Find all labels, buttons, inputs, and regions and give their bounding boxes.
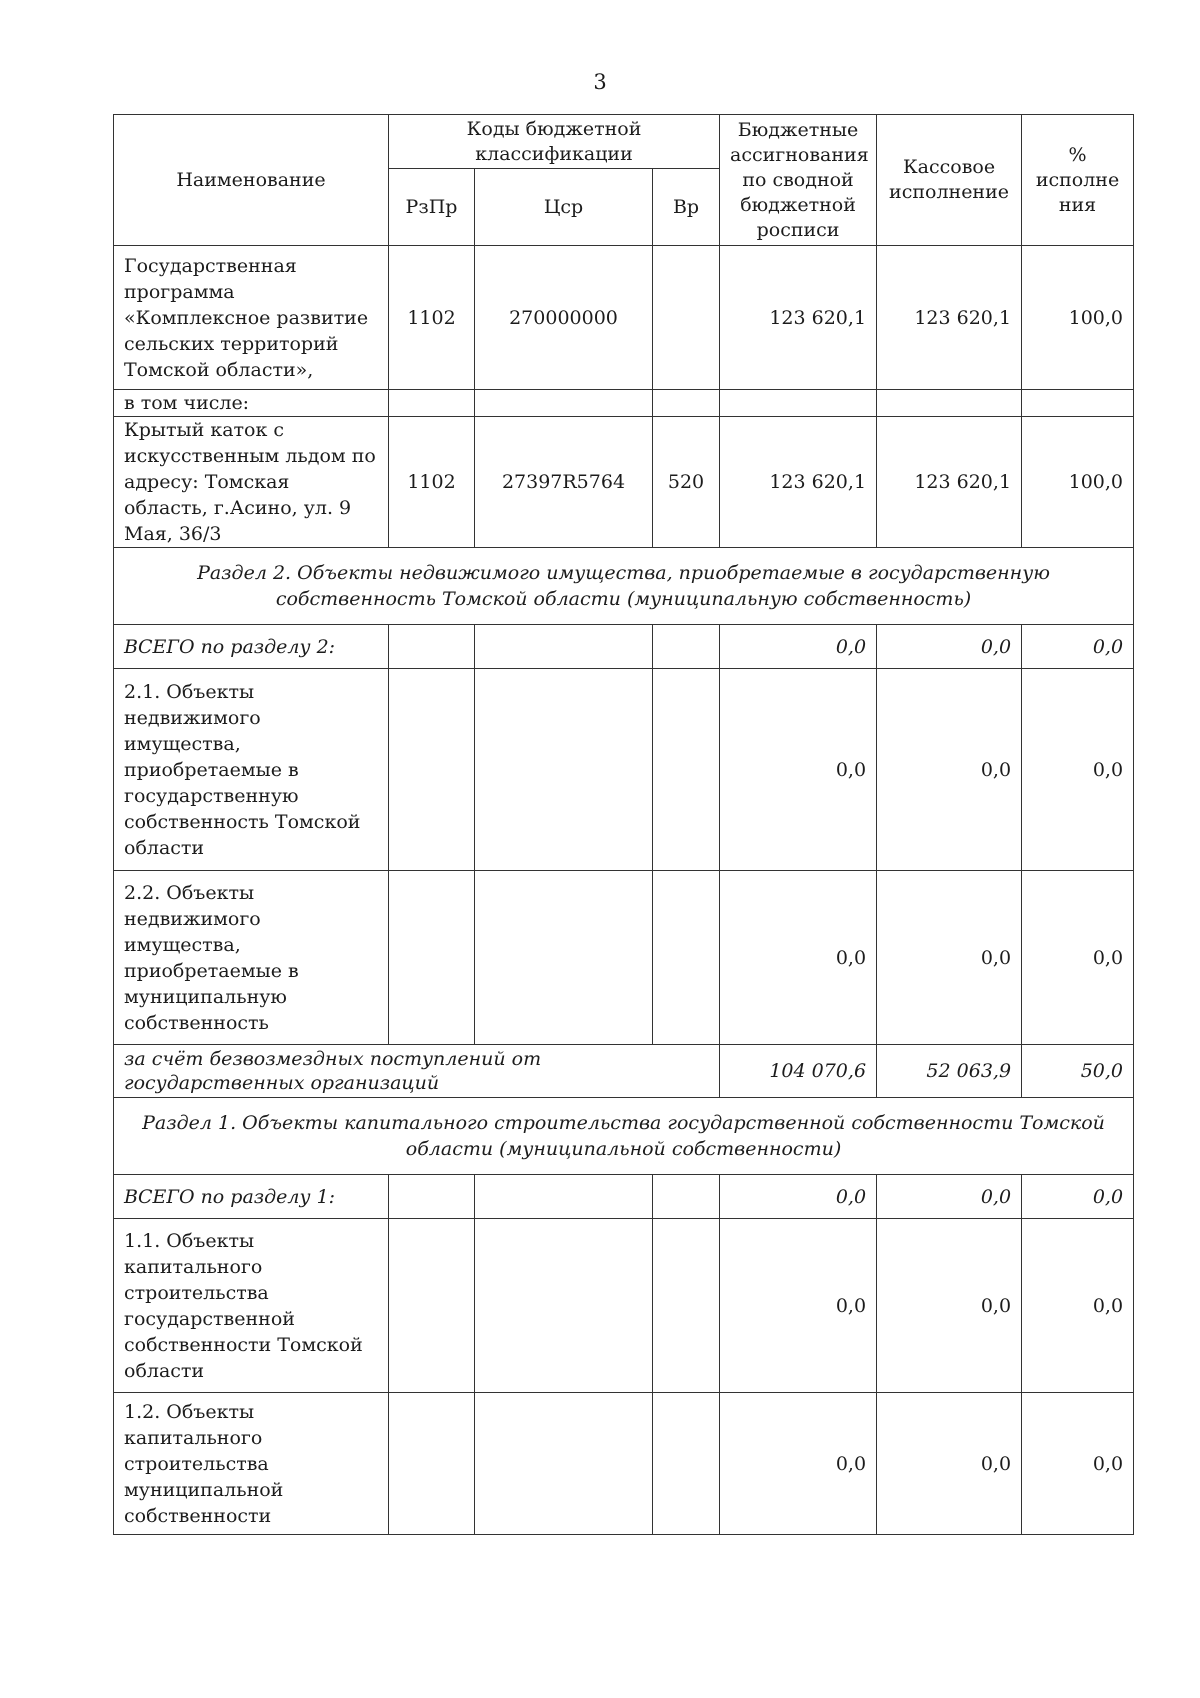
section2-item1-name: 2.1. Объекты недвижимого имущества, приобретаемые в государственную собственность Томской области: [114, 669, 389, 871]
section1-total-cash: 0,0: [877, 1175, 1022, 1219]
section2-item2-allocations: 0,0: [720, 871, 877, 1045]
section2-total-percent: 0,0: [1022, 625, 1134, 669]
program-rzpr: 1102: [389, 246, 475, 390]
grants-row: [114, 1045, 1134, 1098]
program-percent: 100,0: [1022, 246, 1134, 390]
object-row: [114, 417, 1134, 548]
header-allocations: Бюджетные ассигнования по сводной бюджетной росписи: [720, 115, 877, 246]
section1-item2-name: 1.2. Объекты капитального строительства муниципальной собственности: [114, 1393, 389, 1535]
program-cash: 123 620,1: [877, 246, 1022, 390]
section1-item1-allocations: 0,0: [720, 1219, 877, 1393]
section1-item2-allocations: 0,0: [720, 1393, 877, 1535]
section2-item1-percent: 0,0: [1022, 669, 1134, 871]
section1-item1-percent: 0,0: [1022, 1219, 1134, 1393]
section2-item1-cash: 0,0: [877, 669, 1022, 871]
object-name: Крытый каток с искусственным льдом по адресу: Томская область, г.Асино, ул. 9 Мая, 36/3: [114, 417, 389, 548]
header-percent: % исполне ния: [1022, 115, 1134, 246]
section1-total-name: ВСЕГО по разделу 1:: [114, 1175, 389, 1219]
section1-total-percent: 0,0: [1022, 1175, 1134, 1219]
section2-item2-row: [114, 871, 1134, 1045]
section1-title: Раздел 1. Объекты капитального строительства государственной собственности Томской области (муниципальной собственности): [114, 1098, 1134, 1175]
section2-item2-percent: 0,0: [1022, 871, 1134, 1045]
program-row: [114, 246, 1134, 390]
section1-total-row: [114, 1175, 1134, 1219]
including-label: в том числе:: [114, 390, 389, 417]
section2-heading-row: [114, 548, 1134, 625]
object-vr: 520: [653, 417, 720, 548]
section2-item2-name: 2.2. Объекты недвижимого имущества, приобретаемые в муниципальную собственность: [114, 871, 389, 1045]
section1-item2-row: [114, 1393, 1134, 1535]
section1-item2-percent: 0,0: [1022, 1393, 1134, 1535]
program-vr: [653, 246, 720, 390]
object-percent: 100,0: [1022, 417, 1134, 548]
program-name: Государственная программа «Комплексное развитие сельских территорий Томской области»,: [114, 246, 389, 390]
header-name: Наименование: [114, 115, 389, 246]
section2-item1-row: [114, 669, 1134, 871]
section2-title: Раздел 2. Объекты недвижимого имущества, приобретаемые в государственную собственность Томской области (муниципальную собственность): [114, 548, 1134, 625]
grants-allocations: 104 070,6: [720, 1045, 877, 1098]
page-number: 3: [593, 70, 607, 94]
section1-item1-cash: 0,0: [877, 1219, 1022, 1393]
grants-name: за счёт безвозмездных поступлений от государственных организаций: [114, 1045, 720, 1098]
section2-total-row: [114, 625, 1134, 669]
program-allocations: 123 620,1: [720, 246, 877, 390]
section2-item2-cash: 0,0: [877, 871, 1022, 1045]
section2-item1-allocations: 0,0: [720, 669, 877, 871]
object-cash: 123 620,1: [877, 417, 1022, 548]
grants-percent: 50,0: [1022, 1045, 1134, 1098]
section2-total-name: ВСЕГО по разделу 2:: [114, 625, 389, 669]
object-allocations: 123 620,1: [720, 417, 877, 548]
section1-item2-cash: 0,0: [877, 1393, 1022, 1535]
header-row-1: [114, 115, 1134, 169]
section1-heading-row: [114, 1098, 1134, 1175]
budget-table: [113, 114, 1134, 1535]
program-csr: 270000000: [475, 246, 653, 390]
header-cash-execution: Кассовое исполнение: [877, 115, 1022, 246]
object-csr: 27397R5764: [475, 417, 653, 548]
header-codes-group: Коды бюджетной классификации: [389, 115, 720, 169]
section1-total-allocations: 0,0: [720, 1175, 877, 1219]
object-rzpr: 1102: [389, 417, 475, 548]
section1-item1-name: 1.1. Объекты капитального строительства государственной собственности Томской области: [114, 1219, 389, 1393]
grants-cash: 52 063,9: [877, 1045, 1022, 1098]
header-rzpr: РзПр: [389, 169, 475, 246]
header-csr: Цср: [475, 169, 653, 246]
section1-item1-row: [114, 1219, 1134, 1393]
section2-total-allocations: 0,0: [720, 625, 877, 669]
header-vr: Вр: [653, 169, 720, 246]
including-row: [114, 390, 1134, 417]
section2-total-cash: 0,0: [877, 625, 1022, 669]
